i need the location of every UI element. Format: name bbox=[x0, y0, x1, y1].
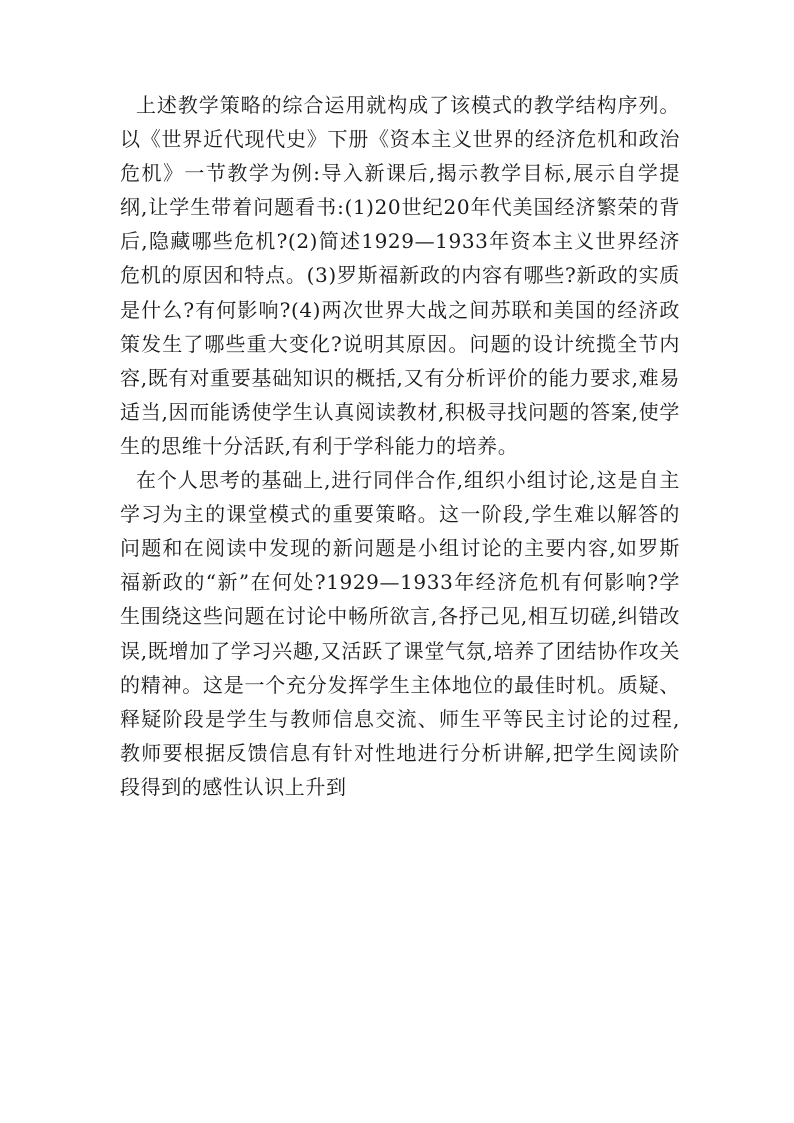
paragraph-group-discussion: 在个人思考的基础上,进行同伴合作,组织小组讨论,这是自主学习为主的课堂模式的重要策略。这一阶段,学生难以解答的问题和在阅读中发现的新问题是小组讨论的主要内容,如罗斯福新政的“新”在何处?1929—1933年经济危机有何影响?学生围绕这些问题在讨论中畅所欲言,各抒己见,相互切磋,纠错改误,既增加了学习兴趣,又活跃了课堂气氛,培养了团结协作攻关的精神。这是一个充分发挥学生主体地位的最佳时机。质疑、释疑阶段是学生与教师信息交流、师生平等民主讨论的过程,教师要根据反馈信息有针对性地进行分析讲解,把学生阅读阶段得到的感性认识上升到 bbox=[120, 468, 680, 799]
paragraph-teaching-sequence: 上述教学策略的综合运用就构成了该模式的教学结构序列。以《世界近代现代史》下册《资本主义世界的经济危机和政治危机》一节教学为例:导入新课后,揭示教学目标,展示自学提纲,让学生带着问题看书:(1)20世纪20年代美国经济繁荣的背后,隐藏哪些危机?(2)简述1929—1933年资本主义世界经济危机的原因和特点。(3)罗斯福新政的内容有哪些?新政的实质是什么?有何影响?(4)两次世界大战之间苏联和美国的经济政策发生了哪些重大变化?说明其原因。问题的设计统揽全节内容,既有对重要基础知识的概括,又有分析评价的能力要求,难易适当,因而能诱使学生认真阅读教材,积极寻找问题的答案,使学生的思维十分活跃,有利于学科能力的培养。 bbox=[120, 93, 680, 458]
body-text bbox=[120, 88, 680, 804]
